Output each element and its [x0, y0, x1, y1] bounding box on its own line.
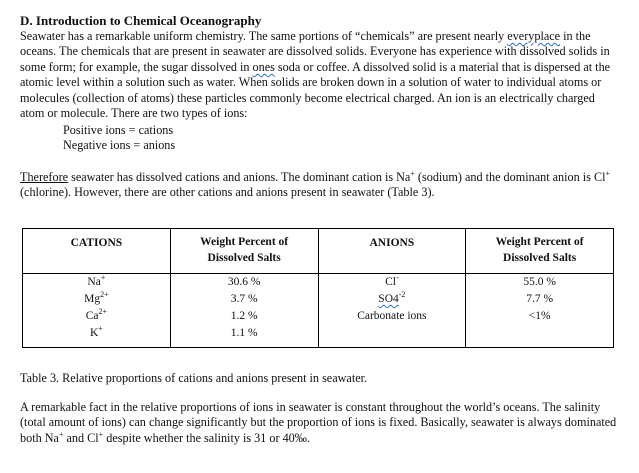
cation-percent-cell: 30.6 % — [170, 274, 318, 292]
cation-cell: $Mg^{2+}$ — [23, 291, 171, 308]
cation-percent-cell: 3.7 % — [170, 291, 318, 308]
header-weight-percent-anions: Weight Percent of Dissolved Salts — [466, 229, 614, 274]
intro-paragraph: Seawater has a remarkable uniform chemistry. The same portions of “chemicals” are present nearly everyplace in the oceans. The chemicals that are present in seawater are dissolved solids. Everyone has experience with dissolved solids in some form; for example, the sugar dissolved in ones soda or coffee. A dissolved solid is a material that is dispersed at the atomic level within a solution such as water. When solids are broken down in a solution of water to individual atoms or molecules (collection of atoms) these particles commonly become electrical charged. An ion is an electrically charged atom or molecule. There are two types of ions: — [20, 29, 611, 121]
anion-cell: Carbonate ions — [318, 308, 466, 325]
anion-percent-cell: 55.0 % — [466, 274, 614, 292]
table-caption: Table 3. Relative proportions of cations and anions present in seawater. — [20, 371, 368, 385]
cation-cell: $Ca^{2+}$ — [23, 308, 171, 325]
table-row — [23, 325, 614, 348]
anion-cell: $SO4^{-2}$ — [318, 291, 466, 308]
positive-ions-line: Positive ions = cations — [63, 123, 174, 137]
cation-cell: K+ — [23, 325, 171, 348]
anion-cell — [318, 325, 466, 348]
header-cations: CATIONS — [23, 229, 171, 274]
conclusion-paragraph: A remarkable fact in the relative proportions of ions in seawater is constant throughout the world’s oceans. The salinity (total amount of ions) can change significantly but the proportion of ions is fixed. Basically, seawater is always dominated both Na+ and Cl+ despite whether the salinity is 31 or 40‰. — [20, 400, 617, 445]
ions-table — [22, 228, 614, 348]
anion-percent-cell: <1% — [466, 308, 614, 325]
table-row — [23, 274, 614, 292]
cation-percent-cell: 1.2 % — [170, 308, 318, 325]
cations-anions-paragraph: Therefore seawater has dissolved cations and anions. The dominant cation is Na+ (sodium) and the dominant anion is Cl+ (chlorine). However, there are other cations and anions present in seawater (Table 3). — [20, 168, 610, 200]
table-row — [23, 291, 614, 308]
cation-percent-cell: 1.1 % — [170, 325, 318, 348]
negative-ions-line: Negative ions = anions — [63, 138, 176, 152]
anion-percent-cell: 7.7 % — [466, 291, 614, 308]
header-anions: ANIONS — [318, 229, 466, 274]
table-row — [23, 308, 614, 325]
section-heading: D. Introduction to Chemical Oceanography — [20, 13, 262, 28]
anion-percent-cell — [466, 325, 614, 348]
anion-cell: Cl- — [318, 274, 466, 292]
table-header-row — [23, 229, 614, 274]
header-weight-percent-cations: Weight Percent of Dissolved Salts — [170, 229, 318, 274]
cation-cell: Na+ — [23, 274, 171, 292]
